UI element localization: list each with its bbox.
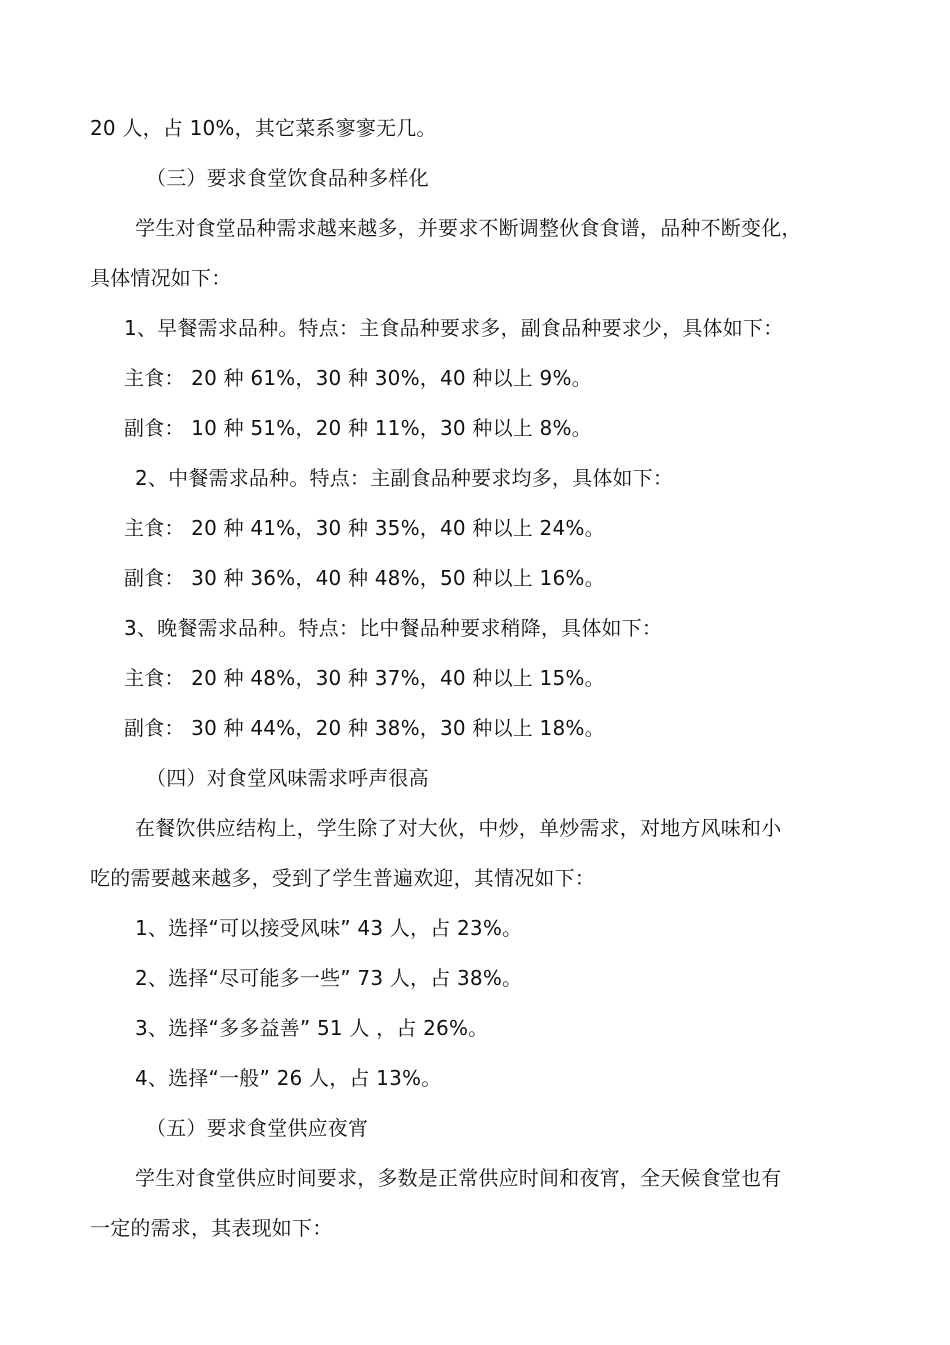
section-heading: （三）要求食堂饮食品种多样化 bbox=[146, 166, 429, 190]
list-item: 3、晚餐需求品种。特点：比中餐品种要求稍降，具体如下： bbox=[124, 616, 663, 640]
paragraph-line: 在餐饮供应结构上，学生除了对大伙，中炒，单炒需求，对地方风味和小 bbox=[135, 816, 782, 840]
paragraph-line: 吃的需要越来越多，受到了学生普遍欢迎，其情况如下： bbox=[90, 866, 595, 890]
list-item: 2、选择“尽可能多一些” 73 人，占 38%。 bbox=[135, 966, 523, 990]
paragraph-line: 一定的需求，其表现如下： bbox=[90, 1216, 333, 1240]
list-item: 3、选择“多多益善” 51 人 ，占 26%。 bbox=[135, 1016, 489, 1040]
list-item: 2、中餐需求品种。特点：主副食品种要求均多，具体如下： bbox=[135, 466, 674, 490]
section-heading: （四）对食堂风味需求呼声很高 bbox=[146, 766, 429, 790]
paragraph-line: 20 人，占 10%，其它菜系寥寥无几。 bbox=[90, 116, 437, 140]
paragraph-line: 具体情况如下： bbox=[90, 266, 232, 290]
section-heading: （五）要求食堂供应夜宵 bbox=[146, 1116, 369, 1140]
paragraph-line: 学生对食堂供应时间要求，多数是正常供应时间和夜宵，全天候食堂也有 bbox=[135, 1166, 782, 1190]
list-item: 主食： 20 种 41%，30 种 35%，40 种以上 24%。 bbox=[124, 516, 605, 540]
list-item: 副食： 30 种 44%，20 种 38%，30 种以上 18%。 bbox=[124, 716, 605, 740]
list-item: 主食： 20 种 61%，30 种 30%，40 种以上 9%。 bbox=[124, 366, 592, 390]
list-item: 主食： 20 种 48%，30 种 37%，40 种以上 15%。 bbox=[124, 666, 605, 690]
paragraph-line: 学生对食堂品种需求越来越多，并要求不断调整伙食食谱，品种不断变化， bbox=[135, 216, 802, 240]
list-item: 1、早餐需求品种。特点：主食品种要求多，副食品种要求少，具体如下： bbox=[124, 316, 784, 340]
list-item: 副食： 10 种 51%，20 种 11%，30 种以上 8%。 bbox=[124, 416, 592, 440]
list-item: 1、选择“可以接受风味” 43 人，占 23%。 bbox=[135, 916, 523, 940]
list-item: 副食： 30 种 36%，40 种 48%，50 种以上 16%。 bbox=[124, 566, 605, 590]
list-item: 4、选择“一般” 26 人，占 13%。 bbox=[135, 1066, 442, 1090]
